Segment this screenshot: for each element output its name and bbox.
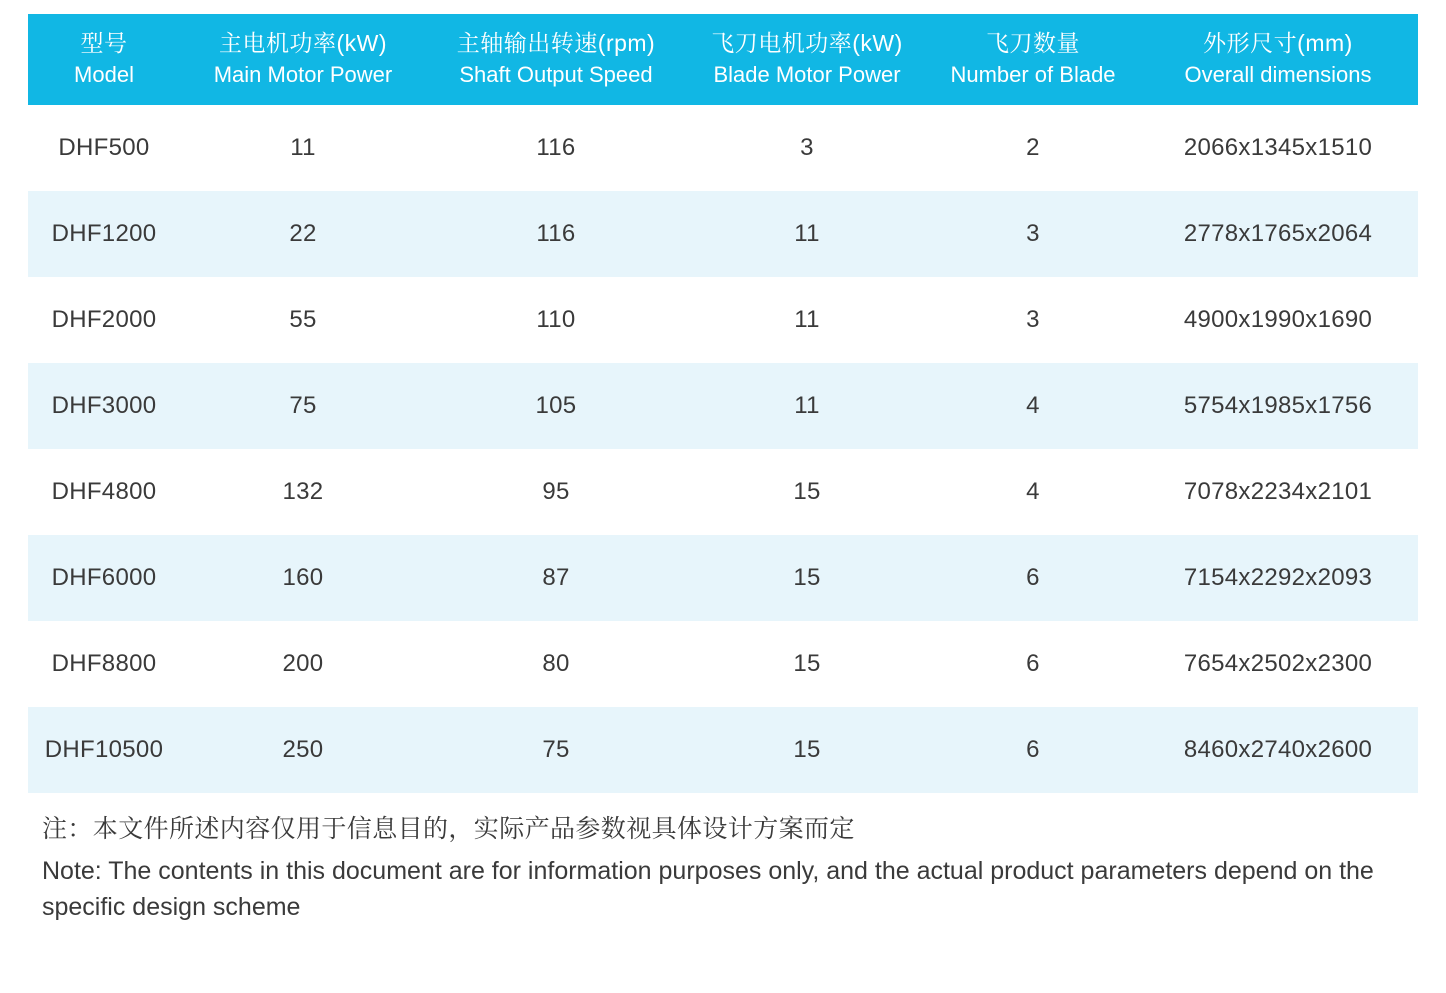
cell-overall-dimensions: 7654x2502x2300	[1138, 621, 1418, 707]
footnote	[28, 811, 1418, 925]
column-header-main-motor-power-cn: 主电机功率(kW)	[218, 30, 388, 56]
cell-shaft-output-speed: 87	[426, 535, 686, 621]
table-row	[28, 449, 1418, 535]
cell-overall-dimensions: 5754x1985x1756	[1138, 363, 1418, 449]
cell-main-motor-power: 11	[180, 105, 426, 191]
column-header-blade-motor-power	[686, 14, 928, 105]
column-header-model-en: Model	[74, 62, 134, 88]
table-row	[28, 363, 1418, 449]
column-header-overall-dimensions-en: Overall dimensions	[1184, 62, 1372, 88]
cell-number-of-blade: 6	[928, 707, 1138, 793]
cell-overall-dimensions: 2778x1765x2064	[1138, 191, 1418, 277]
column-header-shaft-output-speed-en: Shaft Output Speed	[459, 62, 653, 88]
table-row	[28, 191, 1418, 277]
cell-number-of-blade: 4	[928, 449, 1138, 535]
cell-main-motor-power: 55	[180, 277, 426, 363]
cell-shaft-output-speed: 75	[426, 707, 686, 793]
column-header-blade-motor-power-cn: 飞刀电机功率(kW)	[711, 30, 903, 56]
cell-main-motor-power: 132	[180, 449, 426, 535]
column-header-model	[28, 14, 180, 105]
cell-number-of-blade: 3	[928, 191, 1138, 277]
cell-number-of-blade: 4	[928, 363, 1138, 449]
cell-blade-motor-power: 15	[686, 707, 928, 793]
table-body	[28, 105, 1418, 793]
cell-number-of-blade: 6	[928, 621, 1138, 707]
cell-shaft-output-speed: 80	[426, 621, 686, 707]
cell-overall-dimensions: 7154x2292x2093	[1138, 535, 1418, 621]
cell-blade-motor-power: 15	[686, 449, 928, 535]
cell-shaft-output-speed: 110	[426, 277, 686, 363]
cell-model: DHF6000	[28, 535, 180, 621]
cell-blade-motor-power: 3	[686, 105, 928, 191]
cell-overall-dimensions: 4900x1990x1690	[1138, 277, 1418, 363]
cell-main-motor-power: 200	[180, 621, 426, 707]
column-header-main-motor-power-en: Main Motor Power	[213, 62, 393, 88]
footnote-en: Note: The contents in this document are for information purposes only, and the actual product parameters depend on the specific design scheme	[42, 856, 1374, 922]
cell-main-motor-power: 250	[180, 707, 426, 793]
cell-main-motor-power: 22	[180, 191, 426, 277]
footnote-cn: 注：本文件所述内容仅用于信息目的，实际产品参数视具体设计方案而定	[42, 815, 855, 844]
cell-blade-motor-power: 11	[686, 191, 928, 277]
cell-blade-motor-power: 11	[686, 363, 928, 449]
cell-model: DHF10500	[28, 707, 180, 793]
table-header	[28, 14, 1418, 105]
cell-model: DHF1200	[28, 191, 180, 277]
table-row	[28, 277, 1418, 363]
specification-table	[28, 14, 1418, 793]
cell-model: DHF8800	[28, 621, 180, 707]
column-header-blade-motor-power-en: Blade Motor Power	[713, 62, 901, 88]
table-row	[28, 707, 1418, 793]
cell-shaft-output-speed: 105	[426, 363, 686, 449]
table-row	[28, 621, 1418, 707]
cell-main-motor-power: 75	[180, 363, 426, 449]
cell-number-of-blade: 6	[928, 535, 1138, 621]
cell-overall-dimensions: 2066x1345x1510	[1138, 105, 1418, 191]
column-header-shaft-output-speed-cn: 主轴输出转速(rpm)	[456, 30, 656, 56]
cell-model: DHF3000	[28, 363, 180, 449]
cell-overall-dimensions: 8460x2740x2600	[1138, 707, 1418, 793]
column-header-number-of-blade-en: Number of Blade	[950, 62, 1116, 88]
column-header-shaft-output-speed	[426, 14, 686, 105]
cell-model: DHF4800	[28, 449, 180, 535]
cell-blade-motor-power: 11	[686, 277, 928, 363]
column-header-model-cn: 型号	[80, 30, 128, 56]
table-row	[28, 535, 1418, 621]
cell-shaft-output-speed: 116	[426, 105, 686, 191]
cell-shaft-output-speed: 116	[426, 191, 686, 277]
cell-model: DHF500	[28, 105, 180, 191]
column-header-main-motor-power	[180, 14, 426, 105]
column-header-overall-dimensions-cn: 外形尺寸(mm)	[1203, 30, 1353, 56]
cell-number-of-blade: 2	[928, 105, 1138, 191]
cell-main-motor-power: 160	[180, 535, 426, 621]
cell-model: DHF2000	[28, 277, 180, 363]
cell-blade-motor-power: 15	[686, 621, 928, 707]
column-header-number-of-blade	[928, 14, 1138, 105]
cell-overall-dimensions: 7078x2234x2101	[1138, 449, 1418, 535]
column-header-overall-dimensions	[1138, 14, 1418, 105]
table-header-row	[28, 14, 1418, 105]
cell-shaft-output-speed: 95	[426, 449, 686, 535]
column-header-number-of-blade-cn: 飞刀数量	[986, 30, 1080, 56]
cell-number-of-blade: 3	[928, 277, 1138, 363]
cell-blade-motor-power: 15	[686, 535, 928, 621]
table-row	[28, 105, 1418, 191]
